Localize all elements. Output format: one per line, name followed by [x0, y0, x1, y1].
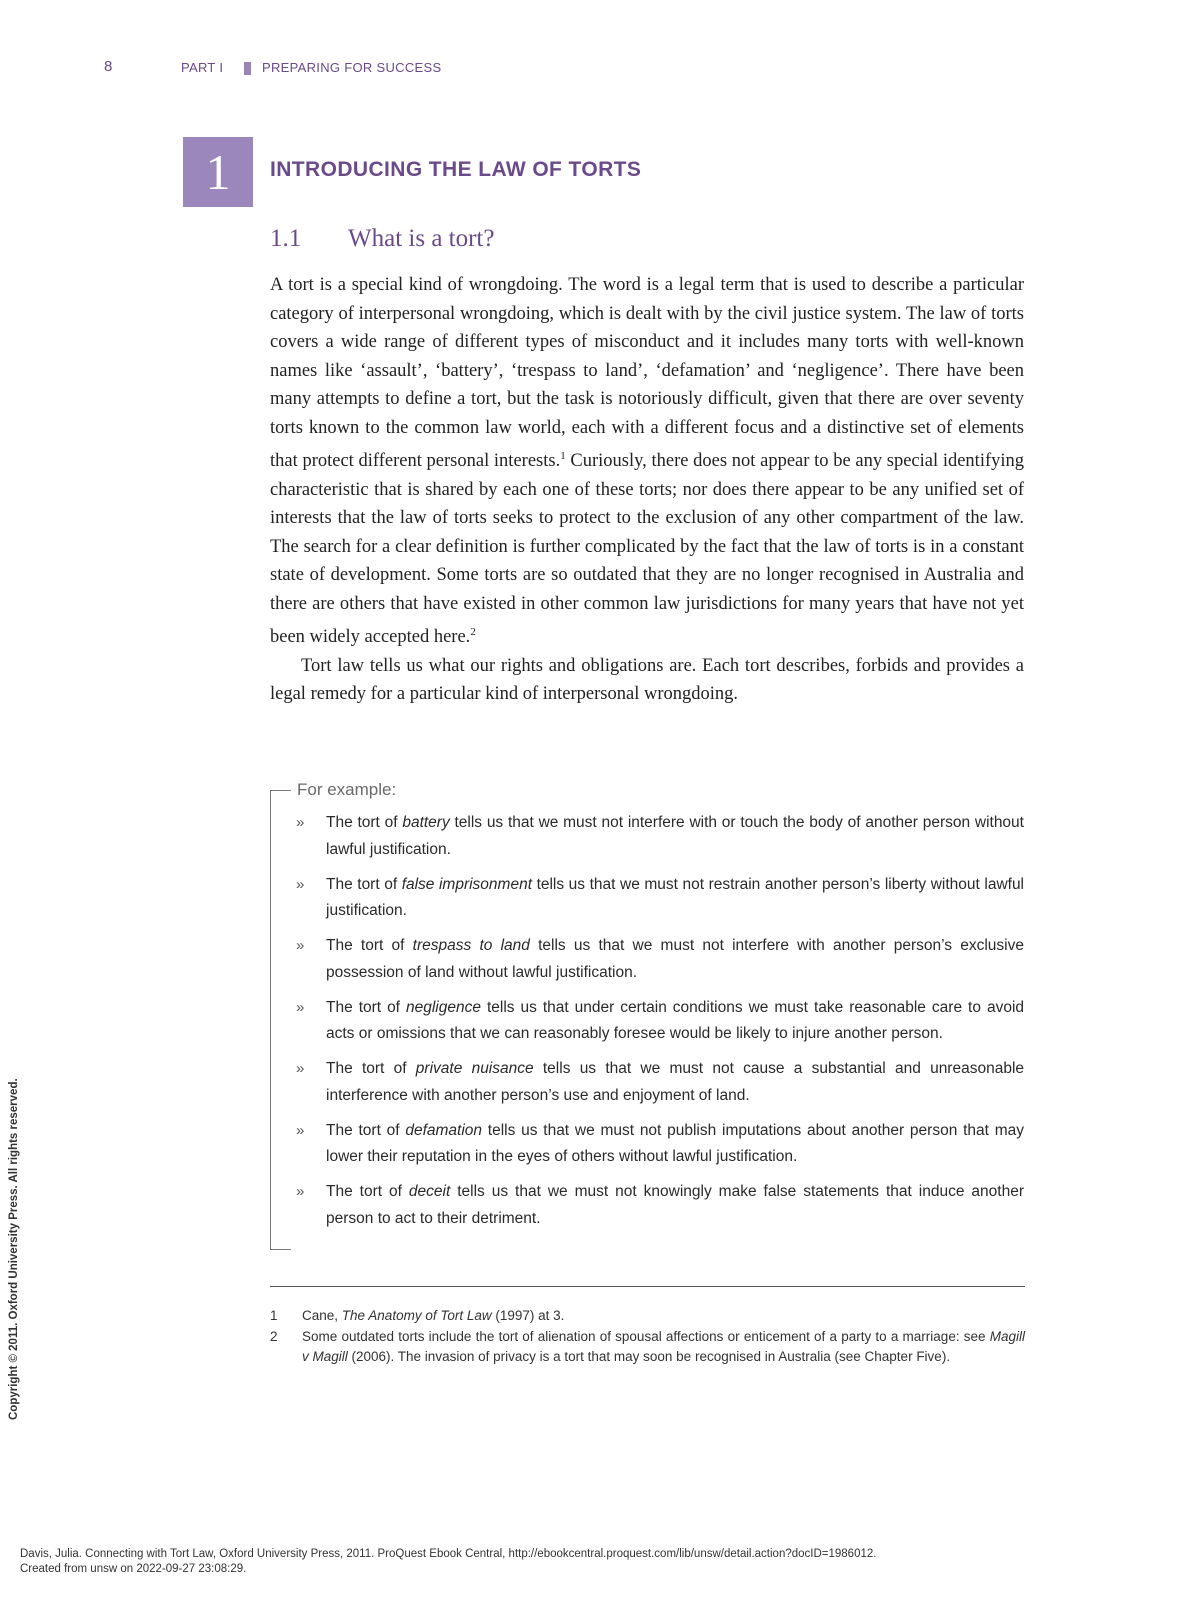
running-head [0, 58, 1200, 82]
chevron-bullet-icon: » [296, 814, 305, 831]
citation-line-1[interactable]: Davis, Julia. Connecting with Tort Law, Oxford University Press, 2011. ProQuest Ebook Central, http://ebookcentral.proquest.com/lib/unsw/detail.action?docID=1986012. [20, 1548, 877, 1560]
tort-term: deceit [408, 1183, 451, 1200]
chevron-bullet-icon: » [296, 998, 305, 1016]
footnotes [270, 1306, 1025, 1368]
page-number: 8 [104, 58, 113, 75]
paragraph-1-part-a: A tort is a special kind of wrongdoing. The word is a legal term that is used to describe a particular category of interpersonal wrongdoing, which is dealt with by the civil justice system. The law of torts covers a wide range of different types of misconduct and it includes many torts with well-known names like ‘assault’, ‘battery’, ‘trespass to land’, ‘defamation’ and ‘negligence’. There have been many attempts to define a tort, but the task is notoriously difficult, given that there are over seventy torts known to the common law world, each with a different focus and a distinctive set of elements that protect different personal interests. [270, 275, 1024, 472]
example-box-border [270, 790, 291, 1250]
list-item [296, 810, 1024, 863]
section-number: 1.1 [270, 225, 302, 252]
footnote-ref-1[interactable]: 1 [560, 450, 566, 462]
footnote-2 [270, 1327, 1025, 1368]
chevron-bullet-icon: » [296, 875, 305, 893]
example-list [296, 810, 1024, 1241]
footnote-divider [270, 1286, 1025, 1287]
footnote-number: 2 [270, 1328, 278, 1344]
example-heading: For example: [294, 780, 399, 800]
item-text: The tort of [326, 998, 406, 1016]
chevron-bullet-icon: » [296, 1060, 305, 1077]
item-text: The tort of [326, 814, 403, 831]
list-item [296, 933, 1024, 986]
part-label: PART I [181, 60, 224, 75]
footnote-text: (1997) at 3. [491, 1308, 565, 1323]
chevron-bullet-icon: » [296, 937, 305, 954]
tort-term: defamation [405, 1121, 483, 1139]
list-item [296, 995, 1024, 1048]
item-text: tells us that we must not publish imputations about another person that may lower their reputation in the eyes of others without lawful justification. [326, 1121, 1024, 1165]
item-text: The tort of [326, 1183, 409, 1200]
paragraph-2: Tort law tells us what our rights and obligations are. Each tort describes, forbids and provides a legal remedy for a particular kind of interpersonal wrongdoing. [270, 655, 1024, 705]
header-separator [244, 62, 251, 75]
chapter-number-box: 1 [183, 137, 253, 207]
paragraph-1 [270, 271, 1024, 652]
tort-term: negligence [405, 998, 481, 1016]
running-section-title: PREPARING FOR SUCCESS [262, 60, 442, 75]
citation-line-2: Created from unsw on 2022-09-27 23:08:29. [20, 1563, 247, 1575]
footnote-1 [270, 1306, 1025, 1327]
item-text: tells us that we must not cause a substantial and unreasonable interference with another person’s use and enjoyment of land. [326, 1060, 1025, 1104]
item-text: tells us that we must not interfere with or touch the body of another person without lawful justification. [326, 814, 1024, 858]
item-text: tells us that we must not restrain another person’s liberty without lawful justification. [326, 875, 1025, 919]
citation-footer [20, 1547, 1120, 1577]
item-text: The tort of [326, 875, 402, 893]
paragraph-1-part-b: Curiously, there does not appear to be any special identifying characteristic that is shared by each one of these torts; nor does there appear to be any unified set of interests that the law of torts seeks to protect to the exclusion of any other compartment of the law. The search for a clear definition is further complicated by the fact that the law of torts is in a constant state of development. Some torts are so outdated that they are no longer recognised in Australia and there are others that have existed in other common law jurisdictions for many years that have not yet been widely accepted here. [270, 451, 1025, 648]
example-box [270, 780, 1025, 1250]
chapter-title: INTRODUCING THE LAW OF TORTS [270, 158, 642, 181]
chevron-bullet-icon: » [296, 1121, 305, 1139]
body-text [270, 271, 1024, 709]
tort-term: private nuisance [415, 1060, 534, 1077]
footnote-text: (2006). The invasion of privacy is a tort that may soon be recognised in Australia (see Chapter Five). [347, 1349, 951, 1364]
section-title: What is a tort? [348, 225, 495, 252]
item-text: tells us that we must not knowingly make false statements that induce another person to act to their detriment. [326, 1183, 1024, 1227]
list-item [296, 872, 1024, 925]
tort-term: false imprisonment [401, 875, 533, 893]
item-text: The tort of [326, 1060, 416, 1077]
tort-term: trespass to land [412, 937, 530, 954]
item-text: tells us that under certain conditions we must take reasonable care to avoid acts or omissions that we can reasonably foresee would be likely to injure another person. [326, 998, 1025, 1042]
list-item [296, 1179, 1024, 1232]
copyright-notice: Copyright © 2011. Oxford University Press. All rights reserved. [8, 1078, 20, 1420]
list-item [296, 1118, 1024, 1171]
item-text: The tort of [326, 937, 413, 954]
chevron-bullet-icon: » [296, 1183, 305, 1200]
footnote-title: The Anatomy of Tort Law [341, 1308, 492, 1323]
footnote-ref-2[interactable]: 2 [470, 626, 476, 639]
item-text: tells us that we must not interfere with another person’s exclusive possession of land without lawful justification. [326, 937, 1024, 981]
footnote-text: Some outdated torts include the tort of alienation of spousal affections or enticement of a party to a marriage: see [302, 1328, 990, 1344]
footnote-number: 1 [270, 1308, 278, 1323]
item-text: The tort of [326, 1121, 406, 1139]
footnote-text: Cane, [302, 1308, 342, 1323]
tort-term: battery [402, 814, 450, 831]
list-item [296, 1056, 1024, 1109]
footnote-case-name: Magill v Magill [302, 1328, 1025, 1364]
